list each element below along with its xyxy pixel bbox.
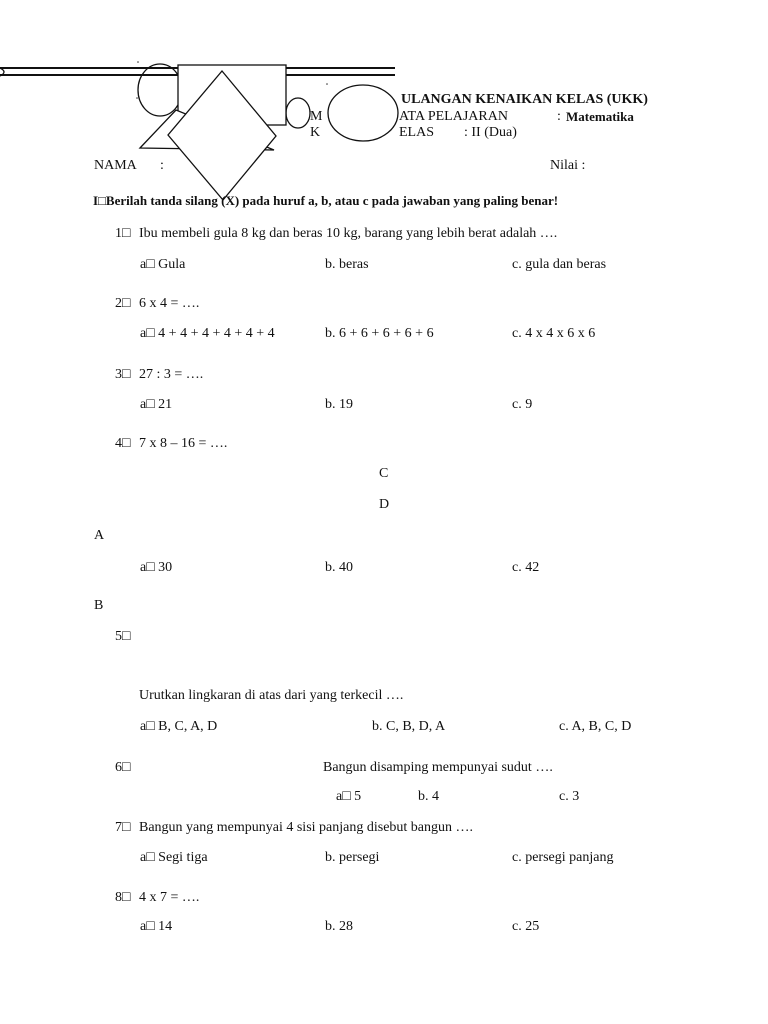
subject-value: Matematika	[566, 109, 634, 124]
option-b: b. persegi	[325, 850, 380, 865]
question-text: 27 : 3 = ….	[139, 367, 204, 382]
question-text: Bangun disamping mempunyai sudut ….	[323, 760, 553, 775]
circle-label-b: B	[94, 598, 104, 613]
question-number: 8□	[115, 890, 131, 905]
option-a: a□ 14	[140, 919, 173, 934]
question-text: Urutkan lingkaran di atas dari yang terkecil ….	[139, 688, 404, 703]
circle-label-d: D	[379, 497, 390, 512]
option-c: c. 42	[512, 560, 540, 575]
question-number: 1□	[115, 226, 131, 241]
option-c: c. A, B, C, D	[559, 719, 632, 734]
subject-label: ATA PELAJARAN	[399, 109, 508, 124]
score-label: Nilai :	[550, 158, 586, 173]
option-c: c. 3	[559, 789, 580, 804]
name-colon: :	[160, 158, 164, 173]
option-a: a□ 30	[140, 560, 173, 575]
option-a: a□ 4 + 4 + 4 + 4 + 4 + 4	[140, 326, 275, 341]
circle-shape-small	[286, 98, 310, 128]
question-text: 6 x 4 = ….	[139, 296, 200, 311]
option-a: a□ 5	[336, 789, 362, 804]
name-label: NAMA	[94, 158, 137, 173]
option-c: c. 4 x 4 x 6 x 6	[512, 326, 596, 341]
question-text: 7 x 8 – 16 = ….	[139, 436, 228, 451]
option-c: c. gula dan beras	[512, 257, 607, 272]
class-prefix: K	[310, 125, 321, 140]
question-number: 6□	[115, 760, 131, 775]
option-a: a□ Segi tiga	[140, 850, 208, 865]
option-b: b. beras	[325, 257, 369, 272]
instruction-text: I□Berilah tanda silang (X) pada huruf a, b, atau c pada jawaban yang paling benar!	[93, 193, 559, 208]
subject-colon: :	[557, 109, 561, 124]
option-c: c. 25	[512, 919, 540, 934]
option-a: a□ 21	[140, 397, 173, 412]
class-value: : II (Dua)	[464, 125, 517, 140]
circle-shape-large-left	[138, 64, 182, 116]
option-c: c. 9	[512, 397, 533, 412]
subject-prefix: M	[310, 109, 323, 124]
question-number: 7□	[115, 820, 131, 835]
question-text: Ibu membeli gula 8 kg dan beras 10 kg, barang yang lebih berat adalah ….	[139, 226, 558, 241]
option-c: c. persegi panjang	[512, 850, 614, 865]
option-b: b. 40	[325, 560, 353, 575]
option-b: b. 4	[418, 789, 439, 804]
circle-label-c: C	[379, 466, 389, 481]
option-b: b. 6 + 6 + 6 + 6 + 6	[325, 326, 434, 341]
option-a: a□ Gula	[140, 257, 186, 272]
option-b: b. C, B, D, A	[372, 719, 446, 734]
question-text: Bangun yang mempunyai 4 sisi panjang disebut bangun ….	[139, 820, 474, 835]
question-number: 3□	[115, 367, 131, 382]
question-number: 5□	[115, 629, 131, 644]
exam-title: ULANGAN KENAIKAN KELAS (UKK)	[401, 92, 648, 107]
question-number: 4□	[115, 436, 131, 451]
option-a: a□ B, C, A, D	[140, 719, 218, 734]
question-number: 2□	[115, 296, 131, 311]
question-text: 4 x 7 = ….	[139, 890, 200, 905]
class-label: ELAS	[399, 125, 434, 140]
option-b: b. 28	[325, 919, 353, 934]
option-b: b. 19	[325, 397, 353, 412]
circle-shape-oval	[328, 85, 398, 141]
circle-label-a: A	[94, 528, 105, 543]
